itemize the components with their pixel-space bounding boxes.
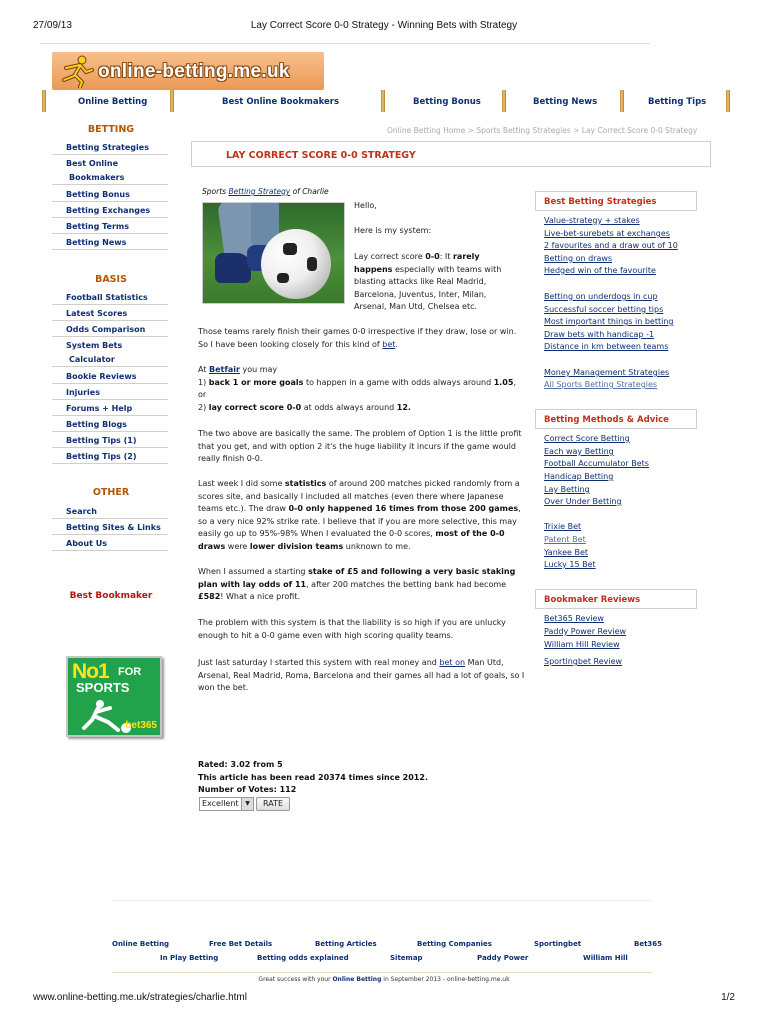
right-link[interactable]: Successful soccer betting tips — [544, 305, 664, 314]
print-title: Lay Correct Score 0-0 Strategy - Winning Bets with Strategy — [250, 20, 518, 31]
right-link[interactable]: Yankee Bet — [544, 548, 589, 557]
page-title: LAY CORRECT SCORE 0-0 STRATEGY — [226, 150, 416, 161]
nav-separator — [42, 90, 46, 112]
right-link[interactable]: Lay Betting — [544, 485, 590, 494]
right-link[interactable]: Most important things in betting — [544, 317, 674, 326]
right-link[interactable]: Trixie Bet — [544, 522, 582, 531]
right-link[interactable]: Correct Score Betting — [544, 434, 630, 443]
rate-button[interactable]: RATE — [256, 797, 290, 811]
footer-link[interactable]: Betting Companies — [417, 940, 492, 948]
right-link[interactable]: Football Accumulator Bets — [544, 459, 649, 468]
sidebar-item-betting-exchanges[interactable]: Betting Exchanges — [52, 205, 168, 218]
right-link[interactable]: Patent Bet — [544, 535, 586, 544]
nav-separator — [502, 90, 506, 112]
footer-online-betting-link[interactable]: Online Betting — [332, 976, 382, 983]
nav-separator — [170, 90, 174, 112]
right-link[interactable]: Betting on underdogs in cup — [544, 292, 658, 301]
sidebar-item-about-us[interactable]: About Us — [52, 538, 168, 551]
breadcrumb[interactable]: Online Betting Home > Sports Betting Strategies > Lay Correct Score 0-0 Strategy — [387, 126, 698, 135]
sidebar-item-betting-terms[interactable]: Betting Terms — [52, 221, 168, 234]
right-link[interactable]: William Hill Review — [544, 640, 620, 649]
banner-no1: No1 — [72, 660, 109, 683]
footer-link[interactable]: Online Betting — [112, 940, 170, 948]
sidebar-item-bookie-reviews[interactable]: Bookie Reviews — [52, 371, 168, 384]
greeting: Hello, — [354, 201, 377, 210]
betting-strategy-link[interactable]: Betting Strategy — [228, 187, 291, 196]
nav-separator — [381, 90, 385, 112]
footer-link[interactable]: Paddy Power — [477, 954, 529, 962]
right-link[interactable]: Money Management Strategies — [544, 368, 670, 377]
betting-methods-box — [535, 409, 697, 429]
bet-link[interactable]: bet — [382, 339, 396, 349]
nav-betting-news[interactable]: Betting News — [533, 97, 598, 107]
right-link[interactable]: Each way Betting — [544, 447, 614, 456]
footer-link[interactable]: Sitemap — [390, 954, 423, 962]
nav-betting-tips[interactable]: Betting Tips — [648, 97, 707, 107]
paragraph-7: The problem with this system is that the liability is so high if you are unlucky enough to hit a 0-0 game even with high scoring quality teams. — [198, 618, 506, 640]
rating-score: Rated: 3.02 from 5 — [198, 760, 283, 769]
football-photo — [202, 202, 345, 304]
sidebar-item-betting-bonus[interactable]: Betting Bonus — [52, 189, 168, 202]
right-link[interactable]: All Sports Betting Strategies — [544, 380, 658, 389]
sidebar-item-betting-tips-1[interactable]: Betting Tips (1) — [52, 435, 168, 448]
nav-online-betting[interactable]: Online Betting — [78, 97, 148, 107]
rating-info — [198, 759, 428, 797]
article-title-box — [191, 141, 711, 167]
banner-sports: SPORTS — [76, 680, 130, 695]
footer-link[interactable]: Betting Articles — [315, 940, 377, 948]
sidebar-item-betting-strategies[interactable]: Betting Strategies — [52, 142, 168, 155]
runner-icon — [56, 54, 96, 88]
paragraph-8: Just last saturday I started this system with real money and bet on Man Utd, Arsenal, Real Madrid, Roma, Barcelona and their games all had a lot of goals, so I won the bet. — [198, 658, 525, 692]
bet-on-link[interactable]: bet on — [439, 658, 466, 667]
sidebar-item-odds-comparison[interactable]: Odds Comparison — [52, 324, 168, 337]
print-header — [0, 0, 768, 40]
sidebar-item-football-statistics[interactable]: Football Statistics — [52, 292, 168, 305]
right-link[interactable]: Distance in km between teams — [544, 342, 669, 351]
sidebar-item-betting-blogs[interactable]: Betting Blogs — [52, 419, 168, 432]
right-link[interactable]: Value-strategy + stakes — [544, 216, 640, 225]
nav-betting-bonus[interactable]: Betting Bonus — [413, 97, 481, 107]
right-link[interactable]: Over Under Betting — [544, 497, 622, 506]
footer-link[interactable]: Betting odds explained — [257, 954, 349, 962]
paragraph-3: At Betfair you may 1) back 1 or more goals to happen in a game with odds always around 1.05, or 2) lay correct score 0-0 at odds always around 12. — [198, 365, 516, 412]
banner-brand: bet365 — [125, 720, 157, 731]
sidebar-heading-other: OTHER — [92, 487, 130, 498]
header-divider — [40, 43, 650, 44]
paragraph-4: The two above are basically the same. The problem of Option 1 is the little profit that you get, and with option 2 it's the huge liability it incurs if the game would really finish 0-0. — [198, 429, 522, 463]
rating-select-value: Excellent — [202, 799, 239, 808]
right-link[interactable]: Betting on draws — [544, 254, 613, 263]
banner-for: FOR — [118, 666, 142, 678]
box-heading: Betting Methods & Advice — [544, 415, 669, 425]
footer-divider — [112, 900, 652, 901]
sidebar-item-best-online[interactable]: Best Online — [66, 159, 118, 168]
nav-separator — [620, 90, 624, 112]
betfair-link[interactable]: Betfair — [209, 365, 240, 374]
right-link[interactable]: Sportingbet Review — [544, 657, 623, 666]
right-link[interactable]: Hedged win of the favourite — [544, 266, 656, 275]
sidebar-item-latest-scores[interactable]: Latest Scores — [52, 308, 168, 321]
right-link[interactable]: Draw bets with handicap -1 — [544, 330, 655, 339]
site-logo[interactable] — [52, 52, 324, 90]
right-link[interactable]: Lucky 15 Bet — [544, 560, 596, 569]
sidebar-item-betting-news[interactable]: Betting News — [52, 237, 168, 250]
footer-link[interactable]: William Hill — [583, 954, 628, 962]
bookmaker-reviews-box — [535, 589, 697, 609]
sidebar-item-injuries[interactable]: Injuries — [52, 387, 168, 400]
caption-text: Sports — [202, 187, 229, 196]
sidebar-item-calculator[interactable]: Calculator — [52, 354, 168, 367]
rating-select[interactable] — [199, 797, 254, 811]
print-page-number: 1/2 — [721, 992, 735, 1003]
paragraph-2: Those teams rarely finish their games 0-0 irrespective if they draw, lose or win. So I have been looking closely for this kind of bet. — [198, 327, 517, 349]
bet365-banner[interactable] — [66, 656, 162, 737]
footer-link[interactable]: Bet365 — [634, 940, 663, 948]
photo-caption — [202, 187, 329, 196]
footer-bottom-divider — [112, 972, 652, 973]
chevron-down-icon: ▼ — [241, 798, 253, 810]
right-link[interactable]: Live-bet-surebets at exchanges — [544, 229, 670, 238]
footer-link[interactable]: Sportingbet — [534, 940, 582, 948]
logo-text: online-betting.me.uk — [98, 61, 290, 82]
sidebar-heading-basis: BASIS — [95, 274, 127, 285]
best-betting-strategies-box — [535, 191, 697, 211]
footer-link[interactable]: Free Bet Details — [209, 940, 273, 948]
sidebar-item-search[interactable]: Search — [52, 506, 168, 519]
footer-copyright: Great success with your Online Betting in September 2013 - online-betting.me.uk — [258, 976, 510, 983]
caption-text: of Charlie — [290, 187, 329, 196]
box-heading: Best Betting Strategies — [544, 197, 657, 207]
paragraph-6: When I assumed a starting stake of £5 and following a very basic staking plan with lay odds of 11, after 200 matches the betting bank had become £582! What a nice profit. — [198, 567, 516, 601]
footer-link[interactable]: In Play Betting — [160, 954, 219, 962]
sidebar-heading-betting: BETTING — [87, 124, 135, 135]
sidebar-item-betting-tips-2[interactable]: Betting Tips (2) — [52, 451, 168, 464]
read-count: This article has been read 20374 times since 2012. — [198, 772, 428, 782]
sidebar-item-forums-help[interactable]: Forums + Help — [52, 403, 168, 416]
intro-line: Here is my system: — [354, 226, 432, 235]
right-link[interactable]: Handicap Betting — [544, 472, 614, 481]
nav-separator — [726, 90, 730, 112]
print-url: www.online-betting.me.uk/strategies/charlie.html — [33, 992, 247, 1003]
print-date: 27/09/13 — [33, 20, 72, 31]
box-heading: Bookmaker Reviews — [544, 595, 641, 605]
sidebar-item-betting-sites-links[interactable]: Betting Sites & Links — [52, 522, 168, 535]
right-link[interactable]: 2 favourites and a draw out of 10 — [544, 241, 678, 250]
right-link[interactable]: Bet365 Review — [544, 614, 604, 623]
sidebar-item-system-bets[interactable]: System Bets — [66, 341, 123, 350]
best-bookmaker-heading: Best Bookmaker — [69, 591, 153, 601]
top-navigation — [42, 90, 732, 112]
right-link[interactable]: Paddy Power Review — [544, 627, 627, 636]
sidebar-item-bookmakers[interactable]: Bookmakers — [52, 172, 168, 185]
vote-count: Number of Votes: 112 — [198, 785, 297, 794]
paragraph-1: Lay correct score 0-0: It rarely happens especially with teams with blasting attacks like Real Madrid, Barcelona, Juventus, Inter, Milan, Arsenal, Man Utd, Chelsea etc. — [354, 252, 502, 311]
paragraph-5: Last week I did some statistics of around 200 matches picked randomly from a scores site, and basically I included all matches (even there where Japanese teams etc.). The draw 0-0 only happened 16 times from those 200 games, so a very nice 92% strike rate. I believe that if you are more selective, this may easily go up to 95%-98% When I evaluated the 0-0 scores, most of the 0-0 draws were lower division teams unknown to me. — [198, 479, 521, 551]
nav-best-online-bookmakers[interactable]: Best Online Bookmakers — [222, 97, 340, 107]
